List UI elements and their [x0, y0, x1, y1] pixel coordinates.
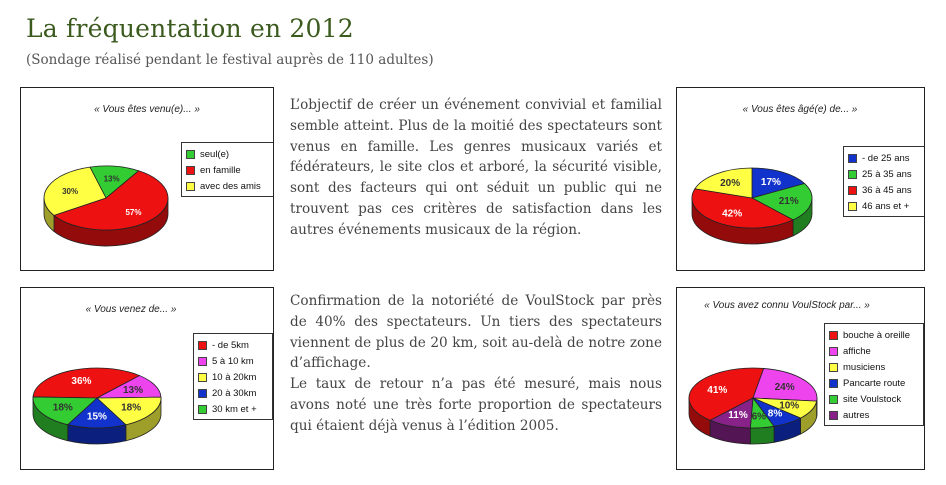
legend-item [829, 407, 919, 423]
pie-data-label: 30% [62, 186, 79, 196]
chart-title: « Vous avez connu VoulStock par... » [704, 300, 870, 311]
legend-label: avec des amis [200, 180, 261, 192]
legend-item [186, 146, 270, 162]
legend-swatch [829, 395, 838, 404]
legend-swatch [198, 373, 207, 382]
legend-swatch [186, 182, 195, 191]
legend-swatch [186, 150, 195, 159]
legend-item [829, 391, 919, 407]
legend-item [829, 343, 919, 359]
legend-item [198, 401, 268, 417]
legend-label: bouche à oreille [843, 329, 911, 341]
pie-data-label: 21% [778, 195, 799, 207]
paragraph-convivial [290, 95, 662, 241]
pie-data-label: 20% [720, 178, 741, 189]
pie-data-label: 41% [707, 384, 728, 396]
pie-data-label: 11% [728, 410, 748, 422]
legend-swatch [198, 357, 207, 366]
legend-item [829, 359, 919, 375]
legend-item [848, 166, 920, 182]
chart-age [676, 87, 925, 271]
legend-swatch [186, 166, 195, 175]
legend-label: Pancarte route [843, 377, 906, 389]
pie-data-label: 6% [751, 411, 767, 423]
legend-label: autres [843, 409, 870, 421]
legend-label: 20 à 30km [212, 387, 257, 399]
pie-data-label: 13% [103, 174, 120, 184]
legend-label: 36 à 45 ans [862, 184, 912, 196]
pie-data-label: 18% [52, 402, 73, 414]
legend-item [186, 178, 270, 194]
legend-item [848, 150, 920, 166]
legend-label: - de 25 ans [862, 152, 910, 164]
legend-label: 30 km et + [212, 403, 257, 415]
legend-swatch [848, 186, 857, 195]
legend-item [198, 369, 268, 385]
pie-data-label: 18% [121, 402, 142, 414]
pie-data-label: 36% [71, 375, 92, 387]
legend-item [848, 182, 920, 198]
legend-label: seul(e) [200, 148, 230, 160]
paragraph-notoriete [290, 291, 662, 437]
legend-swatch [848, 154, 857, 163]
paragraph-text: Confirmation de la notoriété de VoulStock par près de 40% des spectateurs. Un tiers des spectateurs viennent de plus de 20 km, soit au-delà de notre zone d’affichage. [290, 293, 662, 372]
legend-label: musiciens [843, 361, 886, 373]
pie-slice-side [750, 426, 774, 444]
legend-label: - de 5km [212, 339, 249, 351]
pie-data-label: 8% [767, 408, 783, 420]
legend-swatch [829, 411, 838, 420]
legend-item [198, 353, 268, 369]
legend-swatch [198, 341, 207, 350]
legend-swatch [829, 363, 838, 372]
legend-label: en famille [200, 164, 241, 176]
page-subtitle: (Sondage réalisé pendant le festival auprès de 110 adultes) [26, 52, 434, 68]
legend-item [198, 385, 268, 401]
legend-swatch [848, 202, 857, 211]
legend-swatch [829, 379, 838, 388]
legend-swatch [198, 389, 207, 398]
chart-legend [843, 146, 925, 217]
chart-distance [20, 287, 274, 470]
legend-item [829, 375, 919, 391]
legend-label: 46 ans et + [862, 200, 910, 212]
pie-data-label: 17% [760, 177, 781, 188]
page-title: La fréquentation en 2012 [26, 14, 354, 43]
pie-data-label: 24% [774, 381, 795, 393]
paragraph-text: L’objectif de créer un événement convivial et familial semble atteint. Plus de la moitié des spectateurs sont venus en famille. Les genres musicaux variés et fédérateurs, le site clos et arboré, la sécurité visible, sont des facteurs qui ont séduit un public qui ne trouvent pas ces critères de satisfaction dans les autres événements musicaux de la région. [290, 97, 662, 238]
legend-item [848, 198, 920, 214]
chart-title: « Vous venez de... » [85, 304, 177, 315]
chart-venu-avec [20, 87, 274, 271]
legend-label: 10 à 20km [212, 371, 257, 383]
legend-swatch [848, 170, 857, 179]
pie-data-label: 42% [722, 208, 743, 220]
legend-item [829, 327, 919, 343]
legend-label: 25 à 35 ans [862, 168, 912, 180]
pie-data-label: 13% [122, 385, 144, 397]
legend-swatch [198, 405, 207, 414]
chart-legend [824, 323, 924, 426]
chart-connu-par [676, 287, 925, 470]
legend-swatch [829, 347, 838, 356]
legend-item [198, 337, 268, 353]
chart-title: « Vous êtes venu(e)... » [94, 104, 200, 115]
paragraph-text: Le taux de retour n’a pas été mesuré, mais nous avons noté une très forte proportion de spectateurs qui étaient déjà venus à l’édition 2005. [290, 376, 662, 434]
pie-data-label: 10% [779, 400, 800, 412]
legend-item [186, 162, 270, 178]
chart-title: « Vous êtes âgé(e) de... » [742, 104, 858, 115]
legend-label: 5 à 10 km [212, 355, 254, 367]
chart-legend [193, 333, 273, 420]
legend-swatch [829, 331, 838, 340]
chart-legend [181, 142, 274, 197]
pie-data-label: 57% [125, 207, 142, 217]
pie-data-label: 15% [86, 411, 107, 423]
legend-label: affiche [843, 345, 871, 357]
legend-label: site Voulstock [843, 393, 902, 405]
